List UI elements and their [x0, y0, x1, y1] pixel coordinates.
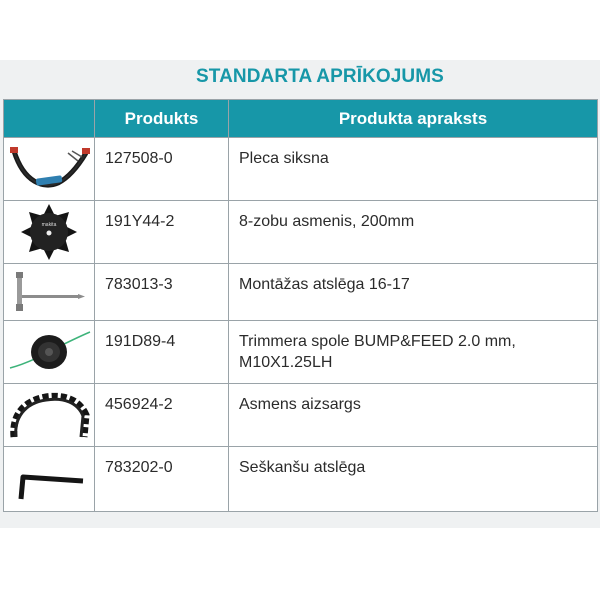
row-image-cell [4, 201, 95, 264]
product-description: Pleca siksna [229, 138, 598, 201]
blade-guard-icon [6, 387, 92, 443]
row-image-cell [4, 384, 95, 447]
row-image-cell [4, 447, 95, 512]
trimmer-spool-icon [6, 324, 92, 380]
header-description: Produkta apraksts [229, 100, 598, 138]
table-row [4, 447, 598, 512]
product-description: Montāžas atslēga 16-17 [229, 264, 598, 321]
product-code: 191Y44-2 [95, 201, 229, 264]
row-image-cell [4, 264, 95, 321]
page-title: STANDARTA APRĪKOJUMS [196, 66, 444, 87]
table-row [4, 201, 598, 264]
header-image [4, 100, 95, 138]
row-image-cell [4, 138, 95, 201]
product-code: 783013-3 [95, 264, 229, 321]
table-row [4, 264, 598, 321]
product-description: Trimmera spole BUMP&FEED 2.0 mm, M10X1.25LH [229, 321, 598, 384]
table-row [4, 384, 598, 447]
table-row [4, 138, 598, 201]
product-description: Seškanšu atslēga [229, 447, 598, 512]
product-code: 191D89-4 [95, 321, 229, 384]
header-product: Produkts [95, 100, 229, 138]
product-code: 456924-2 [95, 384, 229, 447]
row-image-cell [4, 321, 95, 384]
shoulder-strap-icon [6, 143, 92, 195]
table-header-row [4, 100, 598, 138]
blade-icon [19, 202, 79, 262]
product-description: 8-zobu asmenis, 200mm [229, 201, 598, 264]
table-row [4, 321, 598, 384]
hex-key-icon [9, 451, 89, 507]
product-code: 127508-0 [95, 138, 229, 201]
svg-text:makita: makita [41, 222, 57, 228]
product-description: Asmens aizsargs [229, 384, 598, 447]
product-code: 783202-0 [95, 447, 229, 512]
socket-wrench-icon [9, 270, 89, 314]
equipment-table [3, 99, 598, 512]
